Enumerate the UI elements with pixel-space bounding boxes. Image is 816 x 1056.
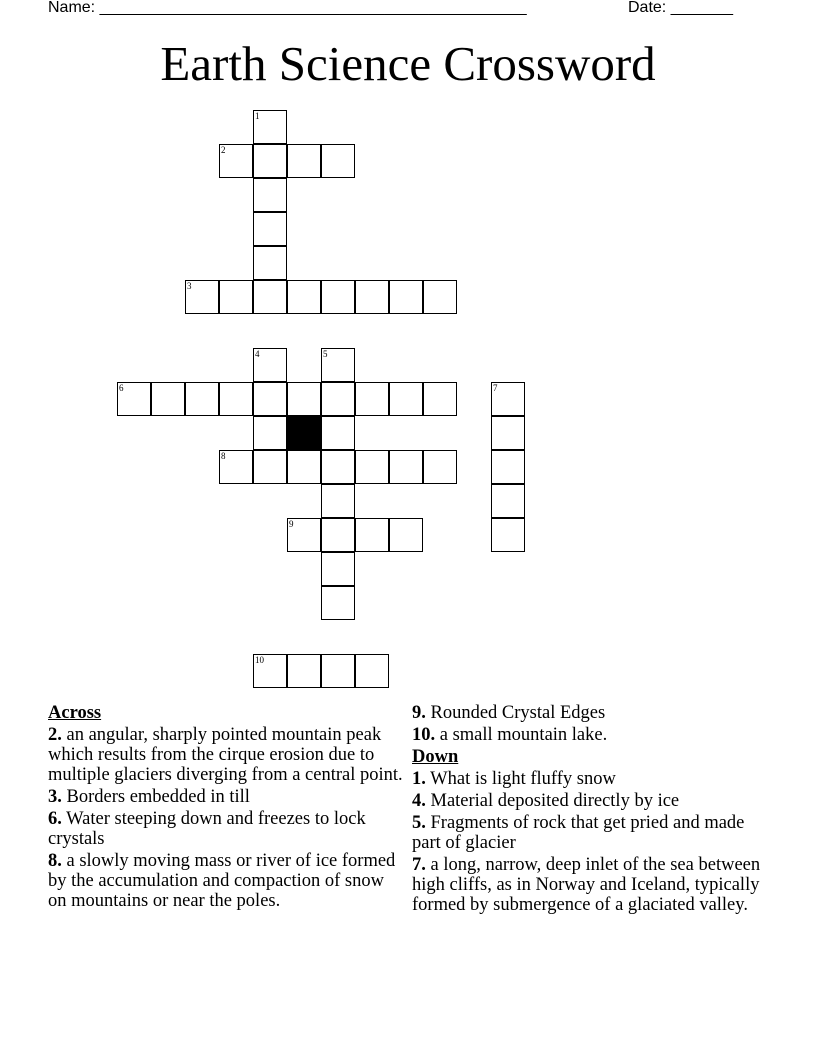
grid-cell[interactable] (389, 518, 423, 552)
grid-cell[interactable] (389, 280, 423, 314)
cell-number: 2 (221, 145, 226, 155)
cell-number: 7 (493, 383, 498, 393)
clues-right-column (412, 703, 772, 917)
clue-across-10 (412, 725, 772, 745)
grid-cell[interactable] (287, 382, 321, 416)
clue-number: 6. (48, 809, 62, 829)
grid-cell[interactable] (287, 144, 321, 178)
grid-cell[interactable] (389, 450, 423, 484)
grid-cell[interactable] (423, 450, 457, 484)
cell-number: 4 (255, 349, 260, 359)
clue-text: Fragments of rock that get pried and made part of glacier (412, 813, 745, 853)
cell-number: 8 (221, 451, 226, 461)
grid-cell[interactable] (355, 518, 389, 552)
grid-cell[interactable] (321, 552, 355, 586)
clue-down-5 (412, 813, 772, 853)
grid-cell[interactable] (321, 484, 355, 518)
grid-cell[interactable] (253, 246, 287, 280)
grid-cell[interactable] (321, 144, 355, 178)
clue-across-8 (48, 851, 404, 911)
grid-cell[interactable] (253, 348, 287, 382)
clue-text: What is light fluffy snow (425, 769, 616, 789)
grid-cell[interactable] (491, 484, 525, 518)
clue-number: 3. (48, 787, 62, 807)
grid-cell[interactable] (491, 518, 525, 552)
clue-across-3 (48, 787, 404, 807)
clue-number: 10. (412, 725, 436, 745)
grid-cell[interactable] (253, 144, 287, 178)
clue-text: a slowly moving mass or river of ice formed by the accumulation and compaction of snow on mountains or near the poles. (48, 851, 396, 911)
grid-cell[interactable] (253, 212, 287, 246)
clue-text: an angular, sharply pointed mountain peak which results from the cirque erosion due to multiple glaciers diverging from a central point. (48, 725, 403, 785)
grid-cell[interactable] (423, 280, 457, 314)
grid-cell[interactable] (185, 280, 219, 314)
grid-cell[interactable] (219, 280, 253, 314)
grid-cell[interactable] (219, 144, 253, 178)
clues-left-column (48, 703, 404, 913)
clue-text: Rounded Crystal Edges (425, 703, 606, 723)
clue-number: 5. (412, 813, 426, 833)
grid-block-cell (287, 416, 321, 450)
clue-across-9 (412, 703, 772, 723)
grid-cell[interactable] (287, 518, 321, 552)
clue-text: Water steeping down and freezes to lock crystals (48, 809, 366, 849)
grid-cell[interactable] (321, 382, 355, 416)
grid-cell[interactable] (185, 382, 219, 416)
grid-cell[interactable] (253, 416, 287, 450)
grid-cell[interactable] (287, 654, 321, 688)
grid-cell[interactable] (253, 654, 287, 688)
clue-text: Material deposited directly by ice (425, 791, 680, 811)
cell-number: 9 (289, 519, 294, 529)
grid-cell[interactable] (321, 416, 355, 450)
grid-cell[interactable] (491, 416, 525, 450)
grid-cell[interactable] (321, 518, 355, 552)
grid-cell[interactable] (253, 110, 287, 144)
cell-number: 5 (323, 349, 328, 359)
clue-down-7 (412, 855, 772, 915)
grid-cell[interactable] (355, 280, 389, 314)
clue-down-4 (412, 791, 772, 811)
clue-across-6 (48, 809, 404, 849)
clue-number: 1. (412, 769, 426, 789)
grid-cell[interactable] (253, 280, 287, 314)
grid-cell[interactable] (491, 450, 525, 484)
clue-number: 2. (48, 725, 62, 745)
grid-cell[interactable] (321, 348, 355, 382)
grid-cell[interactable] (355, 654, 389, 688)
clue-down-1 (412, 769, 772, 789)
clue-number: 7. (412, 855, 426, 875)
grid-cell[interactable] (253, 450, 287, 484)
cell-number: 1 (255, 111, 260, 121)
grid-cell[interactable] (321, 280, 355, 314)
cell-number: 3 (187, 281, 192, 291)
grid-cell[interactable] (355, 382, 389, 416)
grid-cell[interactable] (253, 382, 287, 416)
grid-cell[interactable] (287, 450, 321, 484)
grid-cell[interactable] (253, 178, 287, 212)
across-heading: Across (48, 703, 102, 723)
down-heading: Down (412, 747, 459, 767)
clue-number: 4. (412, 791, 426, 811)
cell-number: 10 (255, 655, 264, 665)
page-title: Earth Science Crossword (160, 36, 656, 91)
grid-cell[interactable] (321, 586, 355, 620)
clue-text: Borders embedded in till (61, 787, 250, 807)
grid-cell[interactable] (423, 382, 457, 416)
grid-cell[interactable] (117, 382, 151, 416)
grid-cell[interactable] (219, 450, 253, 484)
clue-number: 9. (412, 703, 426, 723)
grid-cell[interactable] (287, 280, 321, 314)
grid-cell[interactable] (321, 450, 355, 484)
name-field[interactable]: Name: ________________________________________________ (48, 0, 527, 16)
grid-cell[interactable] (491, 382, 525, 416)
grid-cell[interactable] (219, 382, 253, 416)
clue-text: a long, narrow, deep inlet of the sea between high cliffs, as in Norway and Iceland, typically formed by submergence of a glaciated valley. (412, 855, 761, 915)
grid-cell[interactable] (321, 654, 355, 688)
clue-text: a small mountain lake. (435, 725, 608, 745)
cell-number: 6 (119, 383, 124, 393)
grid-cell[interactable] (151, 382, 185, 416)
grid-cell[interactable] (389, 382, 423, 416)
clue-number: 8. (48, 851, 62, 871)
grid-cell[interactable] (355, 450, 389, 484)
clue-across-2 (48, 725, 404, 785)
date-field[interactable]: Date: _______ (628, 0, 733, 16)
